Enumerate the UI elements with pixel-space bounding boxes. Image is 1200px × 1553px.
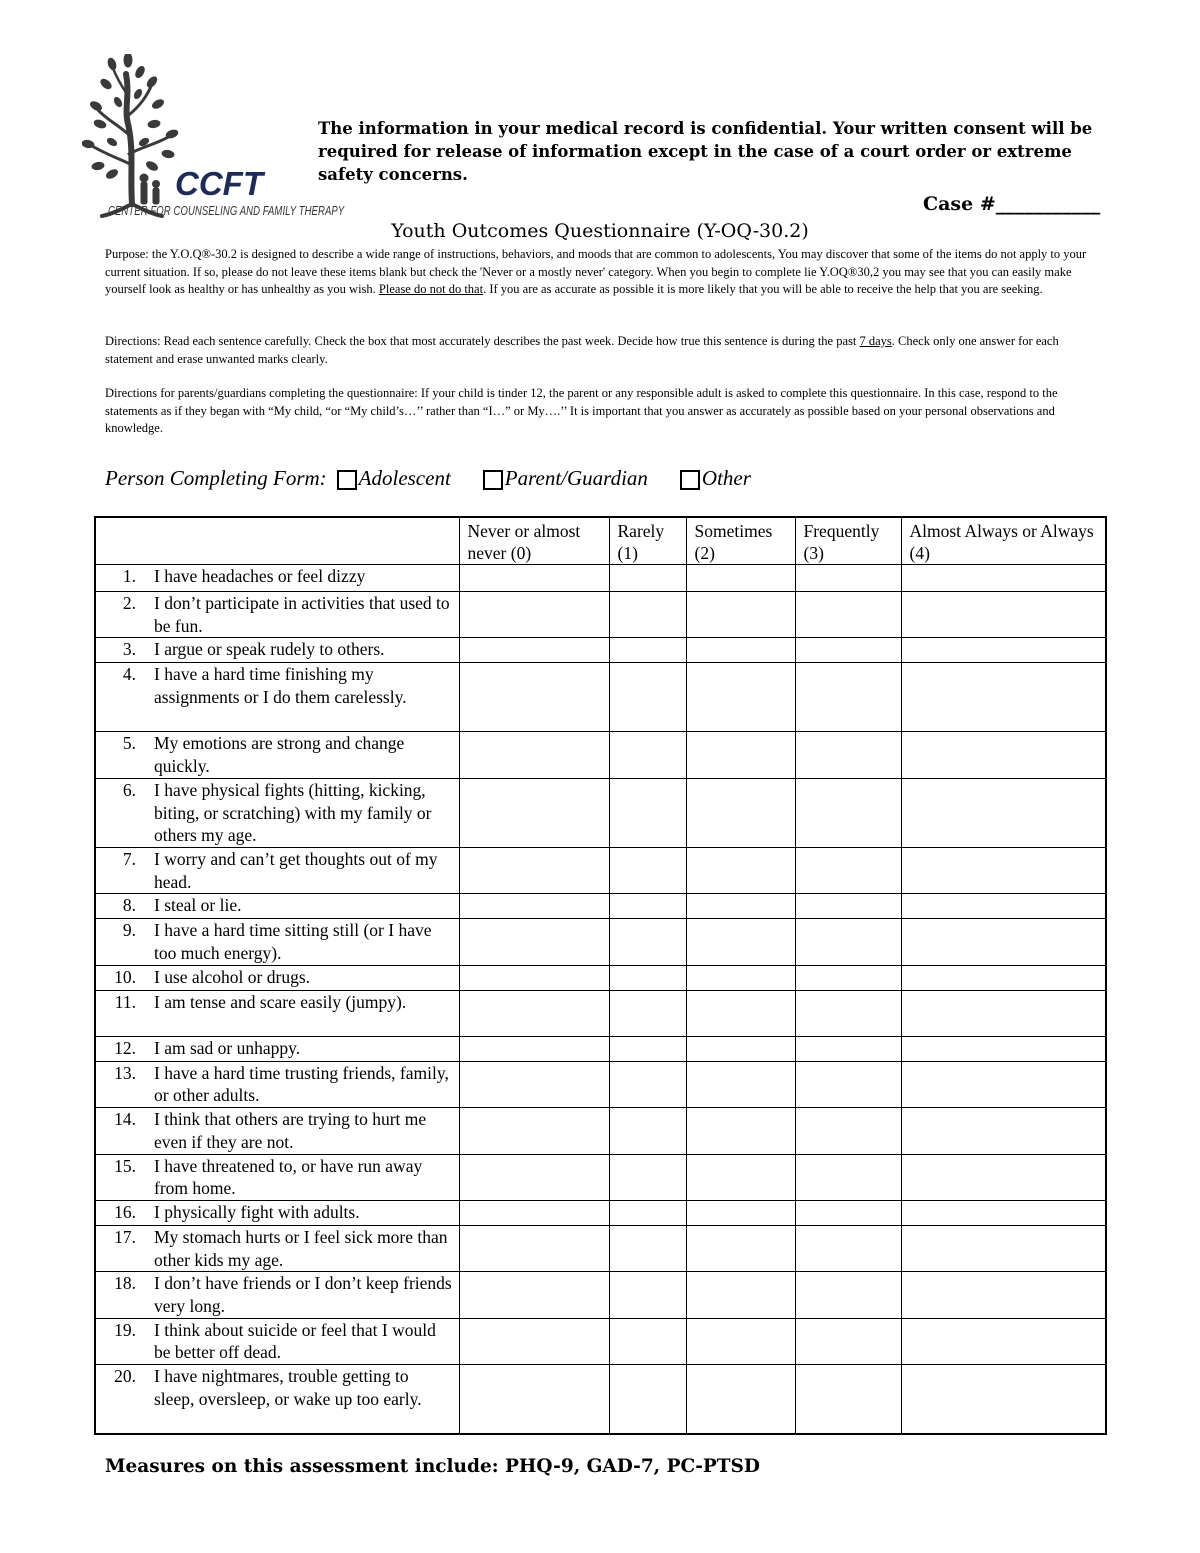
answer-cell[interactable] [609,732,686,778]
table-row [95,565,1106,592]
table-row [95,1318,1106,1364]
checkbox-adolescent[interactable] [337,470,357,490]
question-text: I argue or speak rudely to others. [154,639,385,660]
answer-cell[interactable] [901,1154,1106,1200]
answer-cell[interactable] [609,990,686,1036]
question-cell [95,1225,459,1271]
question-cell [95,1036,459,1061]
table-row [95,1225,1106,1271]
answer-cell[interactable] [686,1036,795,1061]
question-cell [95,1154,459,1200]
table-row [95,1061,1106,1107]
answer-cell[interactable] [459,778,609,847]
question-text: I have threatened to, or have run away from home. [154,1155,423,1199]
question-text: I have a hard time trusting friends, family, or other adults. [154,1062,449,1106]
answer-cell[interactable] [609,1272,686,1318]
table-row [95,1272,1106,1318]
question-number: 10. [114,966,136,987]
question-text: I have physical fights (hitting, kicking, biting, or scratching) with my family or others my age. [154,779,432,846]
answer-cell[interactable] [459,663,609,732]
answer-cell[interactable] [795,1225,901,1271]
question-cell [95,965,459,990]
answer-cell[interactable] [901,1318,1106,1364]
answer-cell[interactable] [609,565,686,592]
question-number: 5. [122,733,136,754]
answer-cell[interactable] [795,1061,901,1107]
answer-cell[interactable] [795,565,901,592]
answer-cell[interactable] [459,1154,609,1200]
answer-cell[interactable] [459,1108,609,1154]
question-text: My stomach hurts or I feel sick more than other kids my age. [154,1226,448,1270]
answer-cell[interactable] [459,1200,609,1225]
answer-cell[interactable] [795,1108,901,1154]
question-cell [95,1365,459,1434]
question-text: I have a hard time finishing my assignments or I do them carelessly. [154,664,407,708]
answer-cell[interactable] [901,638,1106,663]
answer-cell[interactable] [459,990,609,1036]
answer-cell[interactable] [686,919,795,965]
answer-cell[interactable] [609,1061,686,1107]
question-cell [95,1061,459,1107]
answer-cell[interactable] [686,565,795,592]
question-text: I don’t participate in activities that used to be fun. [154,593,450,636]
header-sometimes: Sometimes (2) [686,517,795,565]
option-parent-guardian[interactable]: Parent/Guardian [483,466,648,491]
answer-cell[interactable] [795,592,901,638]
answer-cell[interactable] [795,732,901,778]
answer-cell[interactable] [795,1154,901,1200]
question-number: 15. [114,1155,136,1176]
question-text: I don’t have friends or I don’t keep friends very long. [154,1273,452,1317]
header-almost-always: Almost Always or Always (4) [901,517,1106,565]
question-cell [95,732,459,778]
answer-cell[interactable] [609,1154,686,1200]
answer-cell[interactable] [609,894,686,919]
table-row [95,778,1106,847]
question-number: 11. [114,991,136,1012]
answer-cell[interactable] [686,1272,795,1318]
answer-cell[interactable] [795,1272,901,1318]
answer-cell[interactable] [459,919,609,965]
answer-cell[interactable] [609,663,686,732]
checkbox-parent-guardian[interactable] [483,470,503,490]
answer-cell[interactable] [686,778,795,847]
person-completing-label: Person Completing Form: [105,466,327,490]
answer-cell[interactable] [901,732,1106,778]
answer-cell[interactable] [459,592,609,638]
answer-cell[interactable] [795,778,901,847]
header-never: Never or almost never (0) [459,517,609,565]
table-row [95,663,1106,732]
answer-cell[interactable] [459,638,609,663]
question-text: I am tense and scare easily (jumpy). [154,991,407,1012]
question-number: 9. [122,920,136,941]
answer-cell[interactable] [609,1225,686,1271]
header-frequently: Frequently (3) [795,517,901,565]
answer-cell[interactable] [459,1318,609,1364]
answer-cell[interactable] [901,990,1106,1036]
question-cell [95,663,459,732]
answer-cell[interactable] [609,1108,686,1154]
answer-cell[interactable] [686,1200,795,1225]
question-cell [95,778,459,847]
answer-cell[interactable] [459,1225,609,1271]
question-number: 14. [114,1109,136,1130]
question-cell [95,1272,459,1318]
question-number: 13. [114,1062,136,1083]
question-text: I physically fight with adults. [154,1201,360,1222]
purpose-paragraph: Purpose: the Y.O.Q®-30.2 is designed to describe a wide range of instructions, behaviors, and moods that are common to adolescents, You may discover that some of the items do not apply to your current situation. If so, please do not leave these items blank but check the 'Never or a mostly never' category. When you begin to complete lie Y.OQ®30,2 you may see that you can easily make yourself look as healthy or has unhealthy as you wish. Please do not do that. If you are as accurate as possible it is more likely that you will be able to receive the help that you are seeking. [105,247,1087,297]
page-title: Youth Outcomes Questionnaire (Y-OQ-30.2) [391,220,809,242]
answer-cell[interactable] [686,965,795,990]
answer-cell[interactable] [459,565,609,592]
answer-cell[interactable] [686,894,795,919]
answer-cell[interactable] [901,847,1106,893]
answer-cell[interactable] [795,663,901,732]
directions-paragraph: Directions: Read each sentence carefully. Check the box that most accurately describes the past week. Decide how true this sentence is during the past 7 days. Check only one answer for each statement and erase unwanted marks clearly. [105,334,1059,366]
answer-cell[interactable] [686,592,795,638]
question-number: 20. [114,1366,136,1387]
question-number: 8. [122,895,136,916]
answer-cell[interactable] [901,663,1106,732]
option-other[interactable]: Other [680,466,751,491]
answer-cell[interactable] [795,1200,901,1225]
answer-cell[interactable] [686,1318,795,1364]
answer-cell[interactable] [609,1200,686,1225]
table-row [95,965,1106,990]
answer-cell[interactable] [459,965,609,990]
question-number: 17. [114,1226,136,1247]
answer-cell[interactable] [686,1154,795,1200]
logo-subtitle: CENTER FOR COUNSELING AND FAMILY THERAPY [108,204,345,220]
questionnaire-table [94,516,1107,1435]
answer-cell[interactable] [901,1200,1106,1225]
question-text: I have nightmares, trouble getting to sleep, oversleep, or wake up too early. [154,1366,422,1409]
answer-cell[interactable] [609,965,686,990]
header-rarely: Rarely (1) [609,517,686,565]
question-text: I am sad or unhappy. [154,1037,301,1058]
table-row [95,592,1106,638]
confidentiality-notice: The information in your medical record is confidential. Your written consent will be required for release of information except in the case of a court order or extreme safety concerns. [318,119,1093,184]
table-row [95,1200,1106,1225]
answer-cell[interactable] [459,1061,609,1107]
question-cell [95,592,459,638]
answer-cell[interactable] [686,638,795,663]
table-row [95,638,1106,663]
question-number: 16. [114,1201,136,1222]
question-number: 7. [122,848,136,869]
question-text: I have a hard time sitting still (or I have too much energy). [154,920,432,964]
question-text: I steal or lie. [154,895,242,916]
answer-cell[interactable] [686,1225,795,1271]
answer-cell[interactable] [795,965,901,990]
question-number: 2. [122,593,136,613]
table-row [95,847,1106,893]
answer-cell[interactable] [901,1225,1106,1271]
answer-cell[interactable] [795,1318,901,1364]
question-number: 1. [122,566,136,586]
answer-cell[interactable] [609,778,686,847]
answer-cell[interactable] [795,1365,901,1434]
answer-cell[interactable] [686,732,795,778]
question-cell [95,565,459,592]
answer-cell[interactable] [901,1108,1106,1154]
answer-cell[interactable] [686,663,795,732]
question-text: I worry and can’t get thoughts out of my head. [154,848,438,892]
question-text: I think about suicide or feel that I would be better off dead. [154,1319,436,1363]
answer-cell[interactable] [686,1365,795,1434]
answer-cell[interactable] [795,638,901,663]
question-cell [95,919,459,965]
question-text: I think that others are trying to hurt me even if they are not. [154,1109,427,1152]
logo-wordmark: CCFT [175,165,263,202]
answer-cell[interactable] [901,1061,1106,1107]
answer-cell[interactable] [901,894,1106,919]
question-cell [95,990,459,1036]
answer-cell[interactable] [609,1036,686,1061]
person-completing-form [105,466,751,491]
table-row [95,732,1106,778]
question-number: 4. [122,664,136,685]
answer-cell[interactable] [459,1365,609,1434]
case-number-field[interactable]: Case #___________ [923,193,1101,215]
answer-cell[interactable] [901,1365,1106,1434]
table-row [95,990,1106,1036]
answer-cell[interactable] [609,847,686,893]
answer-cell[interactable] [459,1036,609,1061]
answer-cell[interactable] [901,565,1106,592]
option-adolescent[interactable]: Adolescent [337,466,451,491]
answer-cell[interactable] [686,847,795,893]
answer-cell[interactable] [609,638,686,663]
checkbox-other[interactable] [680,470,700,490]
question-cell [95,894,459,919]
answer-cell[interactable] [686,1108,795,1154]
question-number: 12. [114,1037,136,1058]
table-row [95,1036,1106,1061]
question-number: 3. [122,639,136,660]
measures-footer: Measures on this assessment include: PHQ-9, GAD-7, PC-PTSD [105,1456,760,1477]
answer-cell[interactable] [901,778,1106,847]
question-text: My emotions are strong and change quickly. [154,733,405,777]
answer-cell[interactable] [795,990,901,1036]
answer-cell[interactable] [901,919,1106,965]
question-cell [95,1200,459,1225]
answer-cell[interactable] [609,919,686,965]
answer-cell[interactable] [609,1318,686,1364]
answer-cell[interactable] [459,732,609,778]
answer-cell[interactable] [901,1036,1106,1061]
table-row [95,894,1106,919]
table-corner [95,517,459,565]
question-number: 19. [114,1319,136,1340]
question-text: I use alcohol or drugs. [154,966,311,987]
answer-cell[interactable] [901,1272,1106,1318]
question-number: 18. [114,1273,136,1294]
table-row [95,1108,1106,1154]
table-row [95,1154,1106,1200]
answer-cell[interactable] [609,592,686,638]
parent-directions-paragraph: Directions for parents/guardians completing the questionnaire: If your child is tinder 12, the parent or any responsible adult is asked to complete this questionnaire. In this case, respond to the statements as if they began with “My child, “or “My child’s…’’ rather than “I…” or My….’’ It is important that you answer as accurately as possible based on your personal observations and knowledge. [105,386,1058,436]
question-cell [95,847,459,893]
answer-cell[interactable] [901,592,1106,638]
answer-cell[interactable] [459,894,609,919]
table-row [95,1365,1106,1434]
answer-cell[interactable] [795,894,901,919]
question-cell [95,638,459,663]
answer-cell[interactable] [901,965,1106,990]
answer-cell[interactable] [459,847,609,893]
answer-cell[interactable] [795,1036,901,1061]
answer-cell[interactable] [459,1272,609,1318]
question-cell [95,1318,459,1364]
answer-cell[interactable] [795,847,901,893]
question-number: 6. [122,779,136,800]
answer-cell[interactable] [609,1365,686,1434]
answer-cell[interactable] [686,1061,795,1107]
table-row [95,919,1106,965]
question-text: I have headaches or feel dizzy [154,566,366,586]
answer-cell[interactable] [795,919,901,965]
answer-cell[interactable] [686,990,795,1036]
question-cell [95,1108,459,1154]
